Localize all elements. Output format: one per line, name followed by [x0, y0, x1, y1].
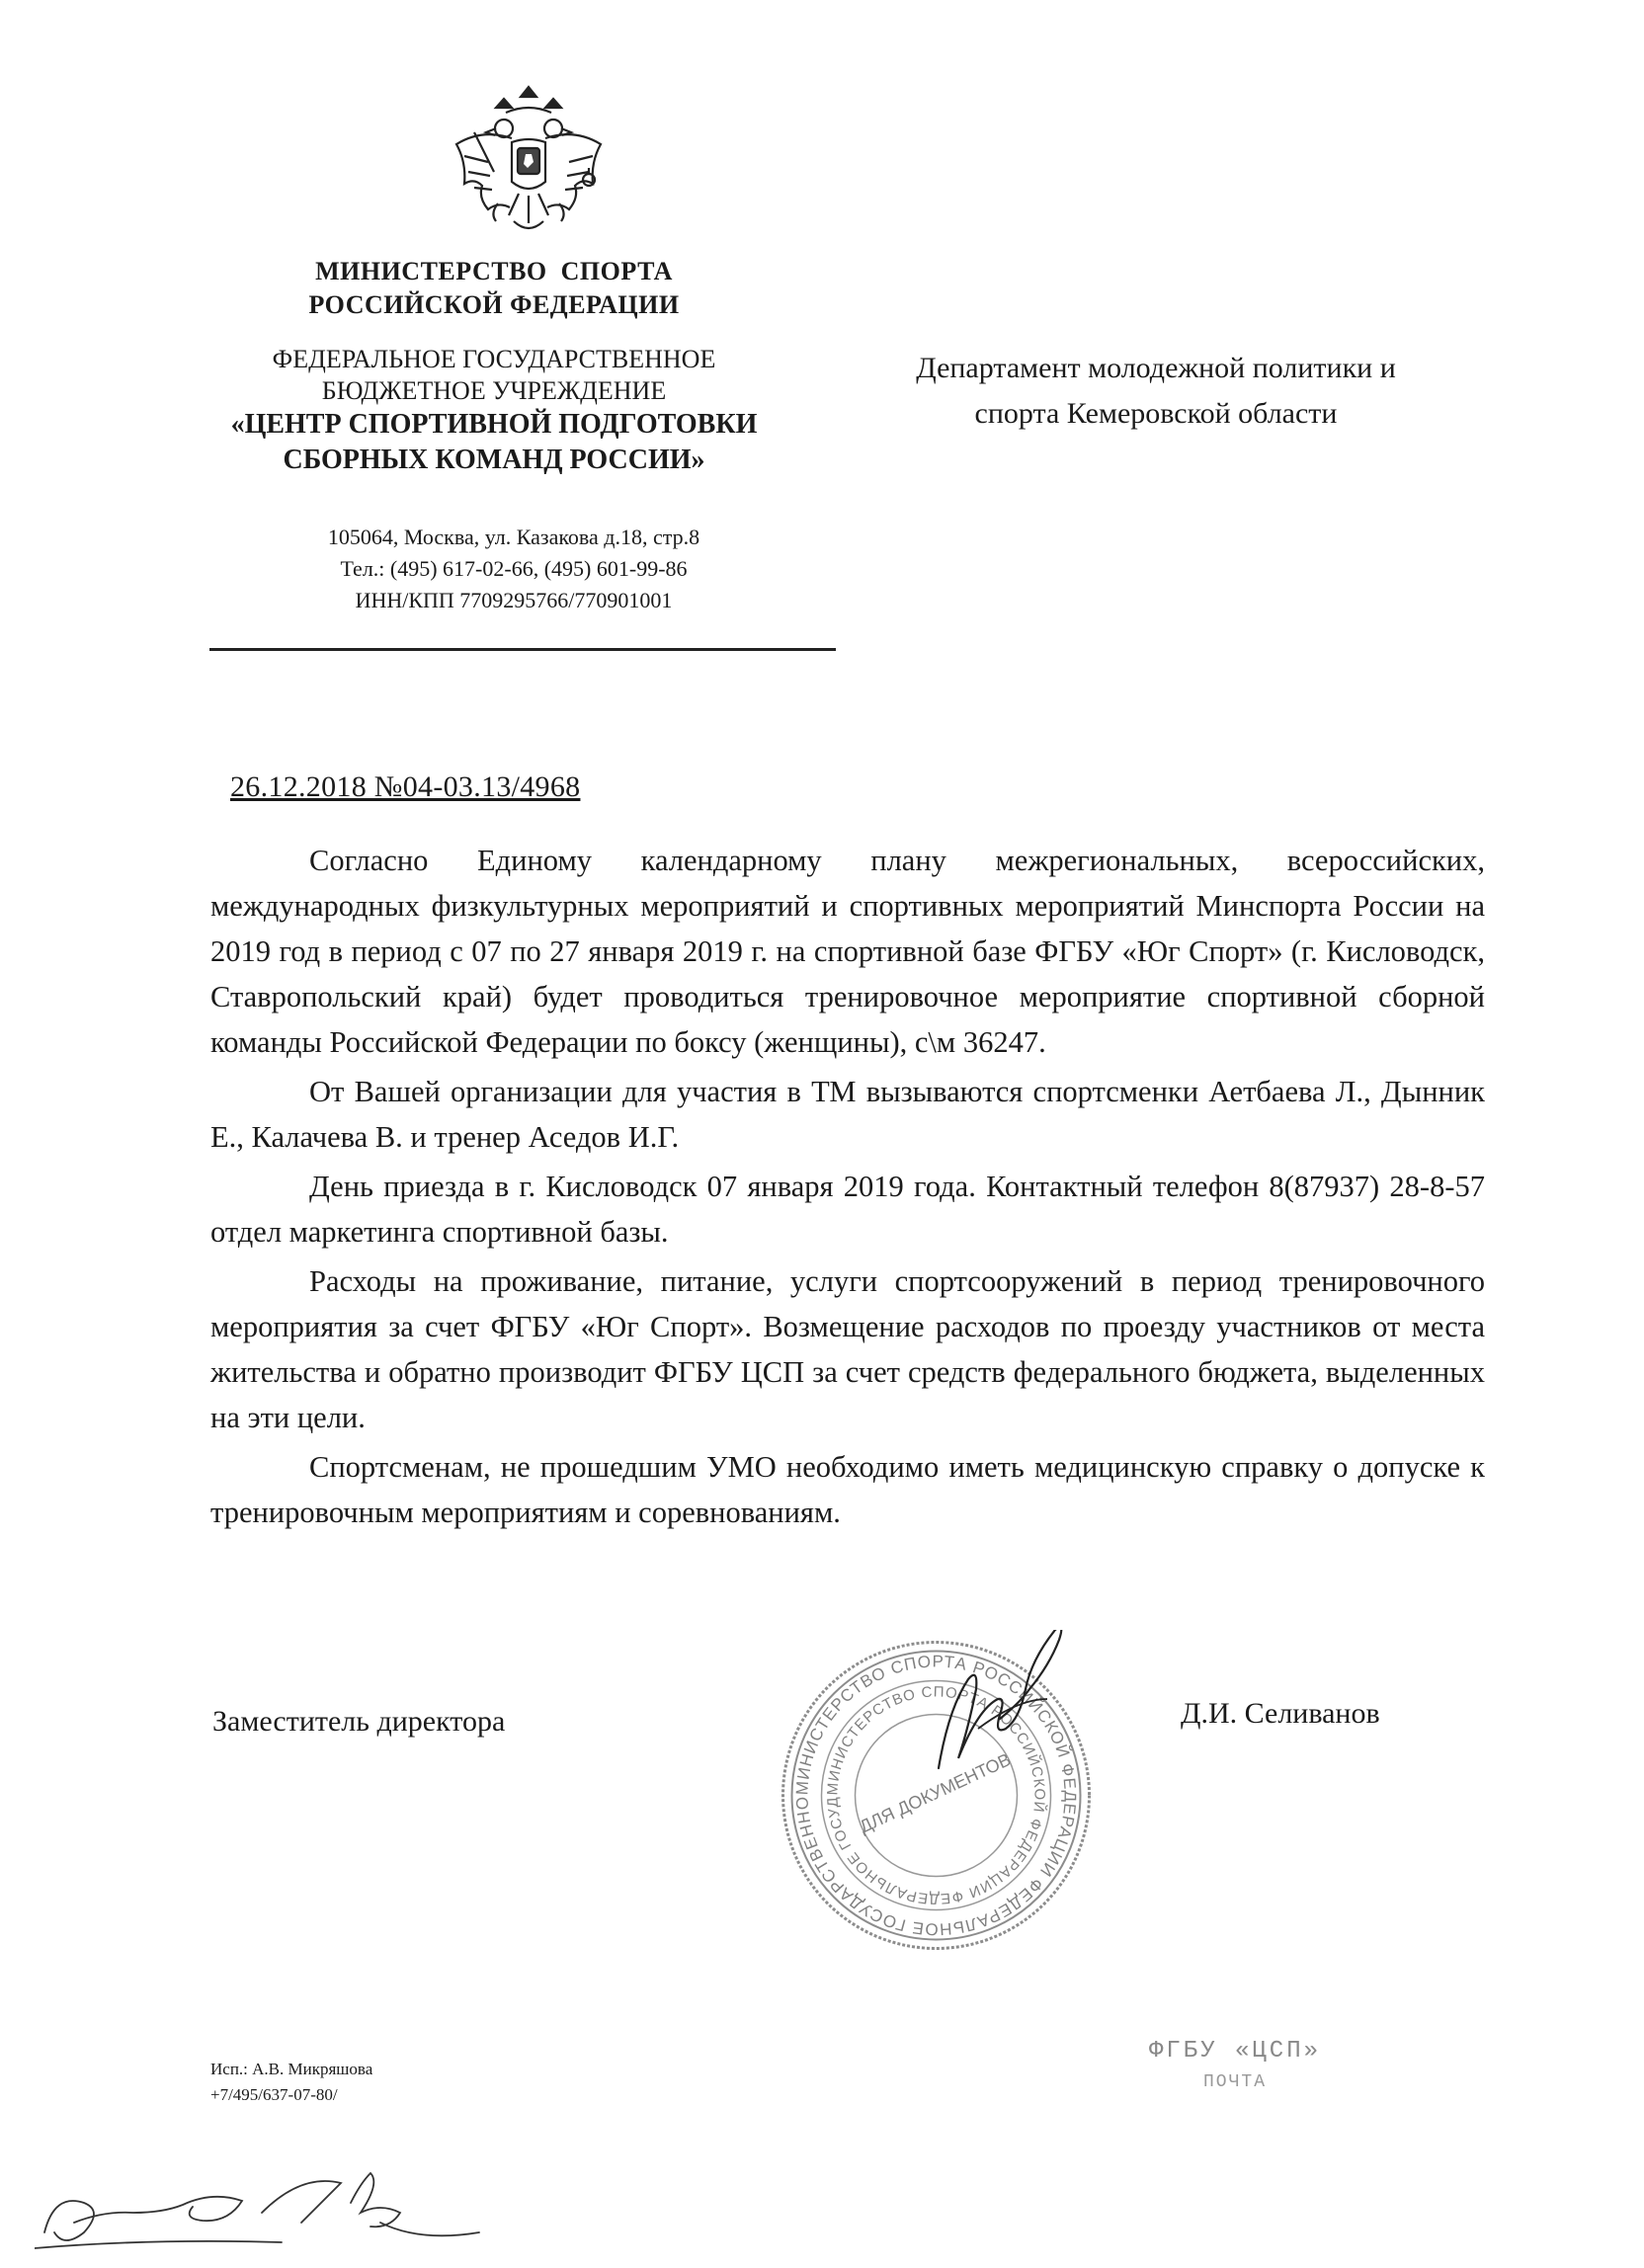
recipient-block: [840, 346, 1472, 437]
institution-line2: БЮДЖЕТНОЕ УЧРЕЖДЕНИЕ: [321, 376, 667, 405]
inn-line: ИНН/КПП 7709295766/770901001: [355, 588, 673, 612]
registration-number: 26.12.2018 №04-03.13/4968: [230, 770, 581, 803]
executor-name: Исп.: А.В. Микряшова: [210, 2060, 373, 2078]
signatory-name: Д.И. Селиванов: [1181, 1697, 1380, 1730]
letter-body: [210, 838, 1485, 1535]
body-paragraph-3: День приезда в г. Кисловодск 07 января 2019 года. Контактный телефон 8(87937) 28-8-57 отдел маркетинга спортивной базы.: [210, 1170, 1485, 1249]
body-paragraph-2: От Вашей организации для участия в ТМ вызываются спортсменки Аетбаева Л., Дынник Е., Калачева В. и тренер Аседов И.Г.: [210, 1075, 1485, 1154]
ministry-line1: МИНИСТЕРСТВО СПОРТА: [315, 257, 673, 285]
letterhead-contacts: [237, 522, 790, 616]
body-paragraph-1: Согласно Единому календарному плану межрегиональных, всероссийских, международных физкультурных мероприятий и спортивных мероприятий Минспорта России на 2019 год в период с 07 по 27 января 2019 г. на спортивной базе ФГБУ «Юг Спорт» (г. Кисловодск, Ставропольский край) будет проводиться тренировочное мероприятие спортивной сборной команды Российской Федерации по боксу (женщины), с\м 36247.: [210, 844, 1485, 1059]
signatory-title: Заместитель директора: [212, 1705, 506, 1738]
body-paragraph-4: Расходы на проживание, питание, услуги спортсооружений в период тренировочного мероприятия за счет ФГБУ «Юг Спорт». Возмещение расходов по проезду участников от места жительства и обратно производит ФГБУ ЦСП за счет средств федерального бюджета, выделенных на эти цели.: [210, 1264, 1485, 1434]
recipient-line1: Департамент молодежной политики и: [916, 352, 1396, 384]
ministry-line2: РОССИЙСКОЙ ФЕДЕРАЦИИ: [308, 290, 680, 319]
recipient-line2: спорта Кемеровской области: [974, 397, 1338, 430]
executor-block: [210, 2057, 372, 2108]
post-stamp-line2: ПОЧТА: [1202, 2072, 1268, 2092]
coat-of-arms-icon: [435, 77, 622, 265]
handwritten-signature: [919, 1630, 1097, 1808]
address-line: 105064, Москва, ул. Казакова д.18, стр.8: [327, 525, 700, 549]
seal-center-text: ДЛЯ ДОКУМЕНТОВ: [856, 1748, 1015, 1837]
seal-inner-text: МИНИСТЕРСТВО СПОРТА РОССИЙСКОЙ ФЕДЕРАЦИИ ФЕДЕРАЛЬНОЕ ГОСУД: [824, 1683, 1048, 1907]
institution-name-line1: «ЦЕНТР СПОРТИВНОЙ ПОДГОТОВКИ: [230, 409, 758, 440]
bottom-handwritten-initials: [35, 2153, 509, 2262]
institution-name-line2: СБОРНЫХ КОМАНД РОССИИ»: [283, 445, 705, 475]
institution-name: [198, 344, 790, 478]
letterhead-divider: [209, 648, 836, 651]
body-paragraph-5: Спортсменам, не прошедшим УМО необходимо иметь медицинскую справку о допуске к тренировочным мероприятиям и соревнованиям.: [210, 1450, 1485, 1529]
seal-outer-text: МИНИСТЕРСТВО СПОРТА РОССИЙСКОЙ ФЕДЕРАЦИИ ФЕДЕРАЛЬНОЕ ГОСУДАРСТВЕННО: [792, 1652, 1080, 1939]
executor-phone: +7/495/637-07-80/: [210, 2085, 338, 2104]
institution-line1: ФЕДЕРАЛЬНОЕ ГОСУДАРСТВЕННОЕ: [272, 345, 716, 373]
phone-line: Тел.: (495) 617-02-66, (495) 601-99-86: [340, 556, 688, 581]
post-stamp: [1126, 2025, 1344, 2104]
ministry-name: [237, 255, 751, 322]
post-stamp-line1: ФГБУ «ЦСП»: [1148, 2038, 1322, 2065]
